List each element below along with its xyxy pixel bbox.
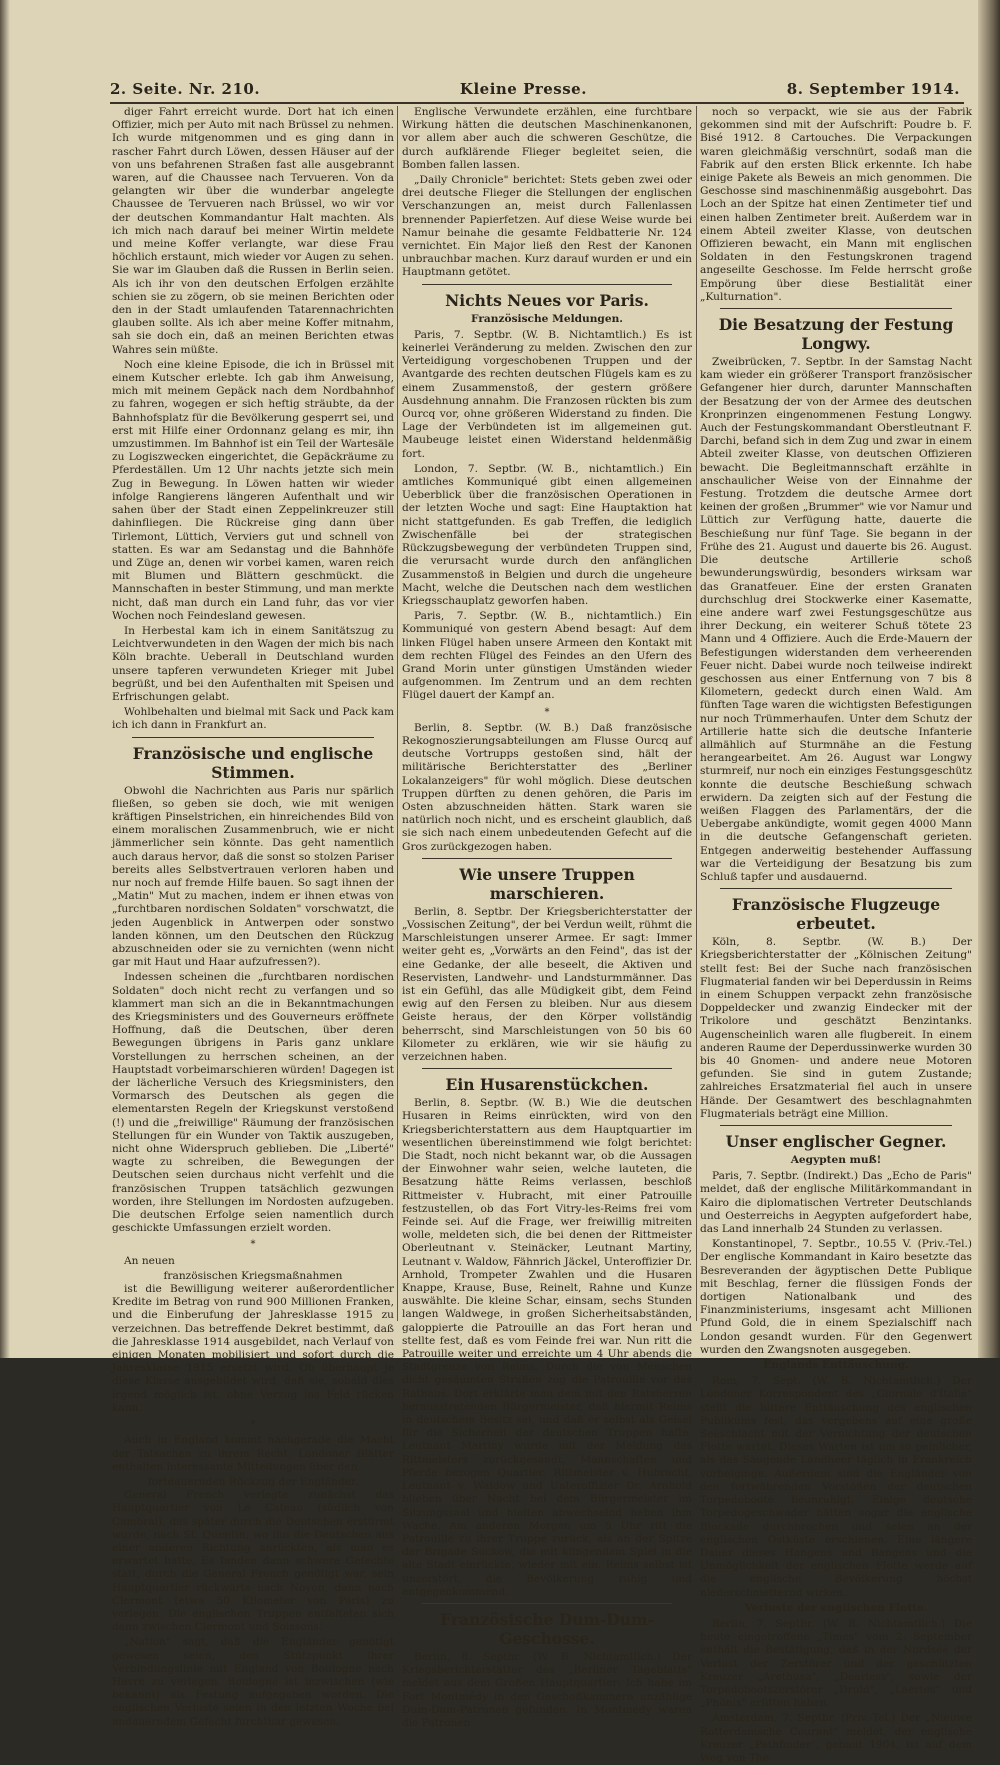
article-paragraph: An neuen [124,1254,175,1267]
headline: Unser englischer Gegner. [725,1132,947,1152]
section-rule [132,737,374,738]
section-rule [720,308,952,309]
article-paragraph: Rom, 7. Sept. (W. B. Nichtamtlich.) Der Londoner Korrespondent des „Giornale d'Italia" stellt die bittere Enttäuschung des englischen Publikums fest, das vergebens auf eine große Seeschlacht mit der Vernichtung der deutschen Flotte wartet. Dieses Warten ist um so peinlicher, als das Saugende Landheer täglich in Frankreich vorbeiginge. Außerdem sind die Engländer von den fortwährenden Vorstößen der deutschen Torpedoboote beunruhigt. Einige deutsche Torpedogeschwader hätten sogar die englische Blockade durchbrochen und seien an der englischen Ostküste erschienen. Eine längere Dauer dieses Hangens und Bangens und die Unmöglichkeit der englischen Flotte werde auf die englische Bevölkerung höchst niederschmetternd wirken. [700,1375,972,1599]
article-paragraph: Konstantinopel, 7. Septbr., 10.55 V. (Priv.-Tel.) Der englische Kommandant in Kairo besetzte das Besreveranden der ägyptischen Dette Publique mit Beschlag, ferner die flüssigen Fonds der dortigen Nationalbank und des Finanzministeriums, insgesamt acht Millionen Pfund Gold, die in einem Spezialschiff nach London gesandt wurden. Für den Gegenwert wurden den Zwangsnoten ausgegeben. [700,1238,972,1356]
article-paragraph: Wohlbehalten und bielmal mit Sack und Pack kam ich ich dann in Frankfurt an. [112,706,394,732]
article-paragraph: „Nation" sagt, daß die Engländer genötigt gewesen seien, den Stützpunkt ihrer Verbindungslinie mit England von Boulogne nach Havre zu verlegen. Boulogne ist inzwischen (wie bekannt) als Festung aufgegeben worden. Die englischen Verluste seien in den letzten Woche bei andauerndem Gefecht furchtbar gewesen. [112,1636,394,1728]
article-paragraph: London, 7. Septbr. (W. B., nichtamtlich.) Ein amtliches Kommuniqué gibt einen allgemeinen Ueberblick über die französischen Operationen in der letzten Woche und sagt: Eine Hauptaktion hat nicht stattgefunden. Es gab Treffen, die lediglich Zwischenfälle bei der strategischen Rückzugsbewegung der verbündeten Truppen sind, die verursacht wurde durch den anfänglichen Zusammenstoß in Belgien und durch die ungeheure Macht, welche die Deutschen nach dem westlichen Kriegsschauplatz geworfen haben. [402,462,692,607]
article-paragraph: Köln, 8. Septbr. (W. B.) Der Kriegsberichterstatter der „Kölnischen Zeitung" stellt fest: Bei der Suche nach französischen Flugmaterial fanden wir bei Deperdussin in Reims in einem Schuppen verpackt zehn französische Doppeldecker und zwanzig Eindecker mit der Trikolore und geschätzt Benzintanks. Augenscheinlich waren alle flugbereit. In einem anderen Raume der Deperdussinwerke wurden 30 bis 40 Gnomen- und andere neue Motoren gefunden. Sie sind in gutem Zustande; zahlreiches Ersatzmaterial fiel auch in unsere Hände. Der Gesamtwert des beschlagnahmten Flugmaterials beträgt eine Million. [700,936,972,1120]
article-paragraph: General French verlegte zunächst das Hauptquartier von Le Cateau (südlich von Cambrai), das später durch die Deutschen erstürmt wurde, nach St. Quentin, wo ihn die Deutschen aus einer anderen Richtung anrückten, als man es erwartet hatte. Es fanden dann schwere Gefechte statt, durch die General French genötigt war, sein Hauptquartier rückwärts nach Noyon, dann nach Clermont (etwa 50 Kilometer von Paris) zu verlegen. Die englischen Truppen entfalteten sich dann zwischen Clermont und Soissons. [112,1489,394,1634]
section-rule [422,858,672,859]
right-page-edge [978,0,1000,1358]
issue-date: 8. September 1914. [786,80,960,98]
article-paragraph: Paris, 7. Septbr. (W. B., nichtamtlich.) Ein Kommuniqué von gestern Abend besagt: Auf dem linken Flügel haben unsere Armeen den Kontakt mit dem rechten Flügel des Feindes an den Ufern des Grand Morin unter günstigen Umständen wieder aufgenommen. Im Zentrum und an dem rechten Flügel dauert der Kampf an. [402,610,692,702]
section-rule [422,1068,672,1069]
article-paragraph: Paris, 7. Septbr. (Indirekt.) Das „Echo de Paris" meldet, daß der englische Militärkommandant in Kairo die diplomatischen Vertreter Deutschlands und Oesterreichs in Aegypten aufgefordert habe, das Land innerhalb 24 Stunden zu verlassen. [700,1170,972,1236]
article-paragraph: Indessen scheinen die „furchtbaren nordischen Soldaten" doch nicht recht zu verfangen und so klammert man sich an die in Bekanntmachungen des Kriegsministers und des Gouverneurs eröffnete Hoffnung, daß die Deutschen, über deren Bewegungen übrigens in Paris ganz unklare Vorstellungen zu herrschen scheinen, an der Hauptstadt vorbeimarschieren würden! Dagegen ist der lächerliche Versuch des Kriegsministers, den Vormarsch des Deutschen als gegen die elementarsten Regeln der Kriegskunst verstoßend (!) und die „freiwillige" Räumung der französischen Stellungen für ein Wunder von Taktik auszugeben, nicht ohne Widerspruch geblieben. Die „Liberté" wagte zu schreiben, die Bewegungen der Deutschen seien durchaus nicht verfehlt und die französischen Truppen tatsächlich gezwungen worden, ihre Stellungen im Nordosten aufzugeben. Die deutschen Erfolge seien namentlich durch geschickte Umfassungen erzielt worden. [112,971,394,1235]
article-paragraph: Obwohl die Nachrichten aus Paris nur spärlich fließen, so geben sie doch, wie mit wenigen kräftigen Pinselstrichen, ein hinreichendes Bild von einem moralischen Zusammenbruch, wie er nicht jämmerlicher sein könnte. Das geht namentlich auch daraus hervor, daß die sonst so stolzen Pariser bereits alles Selbstvertrauen verloren haben und nur noch auf fremde Hilfe bauen. So sagt ihnen der „Matin" Mut zu machen, indem er ihnen etwas von „furchtbaren nordischen Soldaten" vorschwatzt, die jeden Augenblick in Antwerpen oder sonstwo landen können, um den Deutschen den Rückzug abzuschneiden oder sie zu vernichten (wenn nicht gar mit Haut und Haar aufzufressen?). [112,784,394,969]
subheading: Aegypten muß! [790,1154,882,1167]
column-3 [700,106,972,1764]
page-number: 2. Seite. Nr. 210. [110,80,261,98]
article-paragraph: Berlin, 8. Septbr. Der Kriegsberichterstatter der „Vossischen Zeitung", der bei Verdun weilt, rühmt die Marschleistungen unserer Armee. Er sagt: Immer weiter geht es, „Vorwärts an den Feind", das ist der eine Gedanke, der alle beseelt, die Aktiven und Reservisten, Landwehr- und Landsturmmänner. Das ist ein Gefühl, das alle Müdigkeit gibt, dem Feind ewig auf den Fersen zu bleiben. Nur aus diesem Geiste heraus, der den Körper vollständig beherrscht, sind Marschleistungen von 50 bis 60 Kilometer zu erklären, wie wir sie häufig zu verzeichnen haben. [402,905,692,1063]
subheading: französischen Kriegsmaßnahmen [163,1269,343,1282]
headline: Französische Dum-Dum-Geschosse. [440,1609,654,1648]
subheading: Verluste der englischen Flotte. [744,1601,928,1614]
headline: Französische Flugzeuge erbeutet. [731,895,941,934]
left-page-shadow [0,0,10,1358]
article-paragraph: Zweibrücken, 7. Septbr. In der Samstag Nacht kam wieder ein größerer Transport französischer Gefangener hier durch, darunter Mannschaften der Besatzung der von der Armee des deutschen Kronprinzen eingenommenen Festung Longwy. Auch der Festungskommandant Oberstleutnant F. Darchi, befand sich in dem Zug und zwar in einem Abteil zweiter Klasse, von deutschen Offizieren bewacht. Die Begleitmannschaft erzählte in anschaulicher Weise von der Einnahme der Festung. Trotzdem die deutsche Armee dort keinen der großen „Brummer" wie vor Namur und Lüttich zur Verfügung hatte, dauerte die Beschießung nur fünf Tage. Sie begann in der Frühe des 21. August und dauerte bis 26. August. Die deutsche Artillerie schoß bewunderungswürdig, besonders wirksam war das Granatfeuer. Eine der ersten Granaten durchschlug drei Stockwerke einer Kasematte, eine andere warf zwei Festungsgeschütze aus ihrer Deckung, ein weiterer Schuß tötete 23 Mann und 4 Offiziere. Auch die Erde-Mauern der Befestigungen widerstanden dem verheerenden Feuer nicht. Dabei wurde noch teilweise indirekt geschossen aus einer Entfernung von 7 bis 8 Kilometern, gedeckt durch einen Wald. Am fünften Tage waren die wichtigsten Befestigungen nur noch Trümmerhaufen. Unter dem Schutz der Artillerie hatte sich die deutsche Infanterie allmählich auf Sturmnähe an die Festung herangearbeitet. Am 26. August war Longwy sturmreif, nur noch ein einziges Festungsgeschütz konnte die deutsche Beschießung schwach erwidern. Da zeigten sich auf der Festung die weißen Flaggen des Parlamentärs, der die Uebergabe ankündigte, womit gegen 4000 Mann in die deutsche Gefangenschaft gerieten. Entgegen anderweitig bestehender Auffassung war die Verteidigung der Besatzung bis zum Schluß tapfer und ausdauernd. [700,356,972,883]
article-paragraph: diger Fahrt erreicht wurde. Dort hat ich einen Offizier, mich per Auto mit nach Brüssel zu nehmen. Ich wurde mitgenommen und es ging dann in rascher Fahrt durch Löwen, dessen Häuser auf der von uns befahrenen Straßen fast alle ausgebrannt waren, auf die Chaussee nach Tervueren. Von da gelangten wir über die wunderbar angelegte Chaussee de Tervueren nach Brüssel, wo wir vor der deutschen Kommandantur Halt machten. Als ich mich nach darauf bei meiner Wirtin meldete und meine Koffer verlangte, war diese Frau höchlich erstaunt, mich wieder vor Augen zu sehen. Sie war im Glauben daß die Russen in Berlin seien. Als ich ihr von den deutschen Erfolgen erzählte schien sie zu zögern, ob sie meinen Berichten oder den in der Stadt umlaufenden Tatarennachrichten glauben sollte. Als ich aber meine Koffer mitnahm, sah sie doch ein, daß an meinen Berichten etwas Wahres sein müßte. [112,106,394,356]
article-paragraph: Englische Verwundete erzählen, eine furchtbare Wirkung hätten die deutschen Maschinenkanonen, vor allem aber auch die schweren Geschütze, die durch aufklärende Flieger begleitet seien, die Bomben fallen lassen. [402,106,692,171]
article-paragraph: Berlin, 8. Septbr. (W. B.) Wie die deutschen Husaren in Reims einrückten, wird von den Kriegsberichterstattern aus dem Hauptquartier im wesentlichen übereinstimmend wie folgt berichtet: Die Stadt, noch nicht bekannt war, ob die Aussagen der Einwohner wahr seien, welche lauteten, die Besatzung hätte Reims verlassen, beschloß Rittmeister v. Hubracht, mit einer Patrouille festzustellen, ob das Fort Vitry-les-Reims frei vom Feinde sei. Auf die Frage, wer freiwillig mitreiten wolle, meldeten sich, die bei denen der Rittmeister Oberleutnant v. Steinäcker, Leutnant Martiny, Leutnant v. Waldow, Fähnrich Jäckel, Unteroffizier Dr. Arnhold, Trompeter Zwahlen und die Husaren Knappe, Krause, Buse, Reinelt, Rahne und Kunze auswählte. Die kleine Schar, einsam, sechs Stunden langen Waldwege, in großen Sicherheitsabständen, galoppierte die Patrouille an das Fort heran und stellte fest, daß es vom Feinde frei war. Nun ritt die Patrouille weiter und erreichte um 4 Uhr abends die Stadtgrenze von Reims. Durch die von Menschen dicht gesäumten Straßen zog die Patrouille vor das Rathaus. Dort erklärte man dem mit den Ratsherren herausstretenden Bürgermeister, daß hiermit Reims in deutschem Besitz sei, und daß er selbst als Geisel für die Sicherheit der deutschen Truppen hafte. Leutnant Martiny wurde mit der Meldung des Rittmeisters zurückgesandt, Mannschaften und Pferde bezogen Quartier. Rittmeister v. Hubracht, Leutnant v. Waldow und Unteroffizier Dr. Arnhold blieben über Nacht bei dem Bürgermeister im Sitzungssaal und hielten abwechselnd neben ihm Wache. Am anderen Morgen um 5 Uhr ritt die Patrouille zu ihrer Truppe zurück, als an der Spitze der Brigade Suckow, die mit klingendem Spiel in die alte Stadt einrückte, wieder mit ein. Reims selbst ist unzerstört, die Bevölkerung ruhig und entgegenkommend. [402,1097,692,1598]
section-rule [720,888,952,889]
page-header [110,80,960,102]
column-divider [696,106,697,1321]
headline: Die Besatzung der Festung Longwy. [718,315,954,354]
section-rule [422,1603,672,1604]
article-paragraph: Auch in England kommt nachgerade die Macht der Tatsachen zu ihrem Recht. Londoner Blätter enthalten interessante Mitteilungen über den [112,1434,394,1473]
article-paragraph: Amsterdam, 7. Septbr. (Priv.-Tel.) Der „Nieuwe Rotterdamsche Courant" meldet, der englische Kreuzer „Pathfinder", gebaut 1904, ist auf dem Weg von The [700,1712,972,1764]
article-paragraph: Paris, 7. Septbr. (W. B. Nichtamtlich.) Es ist keinerlei Veränderung zu melden. Zwischen den zur Verteidigung vorgeschobenen Truppen und der Avantgarde des rechten deutschen Flügels kam es zu einem Zusammenstoß, der gestern größere Ausdehnung annahm. Die Franzosen rückten bis zum Ourcq vor, ohne größeren Widerstand zu finden. Die Lage der Verbündeten ist im allgemeinen gut. Maubeuge leistet einen Widerstand heldenmäßig fort. [402,328,692,460]
column-2 [402,106,692,1729]
subheading: Englands Enttäuschung. [763,1359,909,1372]
header-rule [110,102,964,104]
subheading: Französische Meldungen. [471,312,623,325]
article-paragraph: In Herbestal kam ich in einem Sanitätszug zu Leichtverwundeten in den Wagen der mich bis nach Köln brachte. Ueberall in Deutschland wurden unsere tapferen verwundeten Krieger mit Jubel begrüßt, und bei den Aufenthalten mit Speisen und Erfrischungen gelabt. [112,624,394,703]
article-paragraph: Berlin, 8. Septbr. (W. B. Nichtamtlich.) Der Kriegsberichterstatter des „Berliner Tageblatts" meldet aus dem Großen Hauptquartier: Ich habe im Fort Montmédy in den Geschoßkammern unzählige Dum-Dum-Patronen gefunden. In Montmedy waren die Patronen [402,1650,692,1729]
column-1 [112,106,394,1728]
article-paragraph: „Daily Chronicle" berichtet: Stets geben zwei oder drei deutsche Flieger die Stellungen der englischen Verschanzungen an, meist durch Fallenlassen brennender Papierfetzen. Auf diese Weise wurde bei Namur beinahe die gesamte Feldbatterie Nr. 124 vernichtet. Ein Major ließ den Rest der Kanonen unbrauchbar machen. Kurz darauf wurden er und ein Hauptmann getötet. [402,174,692,279]
headline: Französische und englische Stimmen. [132,743,374,782]
section-rule [422,284,672,285]
article-paragraph: ist die Bewilligung weiterer außerordentlicher Kredite im Betrag von rund 900 Millionen Franken, und die Einberufung der Jahresklasse 1915 zu verzeichnen. Das betreffende Dekret bestimmt, daß die Jahresklasse 1914 ausgebildet, nach Verlauf von einigen Monaten mobilisiert und sofort durch die Jahresklasse 1915 ersetzt wird. Ob überhaupt je diese Klasse ausgebildet wird, daß sie, sobald dies irgend möglich ist, ohne Verzug ins Feld rücken kann. [112,1283,394,1414]
newspaper-title: Kleine Presse. [459,80,587,98]
article-paragraph: Noch eine kleine Episode, die ich in Brüssel mit einem Kutscher erlebte. Ich gab ihm Anweisung, mich mit meinem Gepäck nach dem Nordbahnhof zu fahren, wogegen er sich heftig sträubte, da der Bahnhofsplatz für die Bevölkerung gesperrt sei, und erst mit Hilfe einer Ordonnanz gelang es mir, ihn umzustimmen. Im Bahnhof ist ein Teil der Wartesäle zu Logiszwecken eingerichtet, die Gepäckräume zu Pferdeställen. Um 12 Uhr nachts jetzte sich mein Zug in Bewegung. In Löwen hatten wir wieder infolge Rangierens längeren Aufenthalt und wir sahen über der Stadt einen Zeppelinkreuzer still dahinfliegen. Die Rückreise ging dann über Tirlemont, Lüttich, Verviers gut und schnell von statten. Es war am Sedanstag und die Bahnhöfe und Züge an, denen wir vorbei kamen, waren reich mit Blumen und Blättern geschmückt. die Mannschaften in bester Stimmung, und man merkte nicht, daß man durch ein Land fuhr, das vor vier Wochen noch Feindesland gewesen. [112,358,394,622]
article-paragraph: Berlin, 8. Septbr. (W. B.) Daß französische Rekognoszierungsabteilungen am Flusse Ourcq auf deutsche Vortrupps gestoßen sind, hält der militärische Berichterstatter des „Berliner Lokalanzeigers" für wohl möglich. Diese deutschen Truppen dürften zu denen gehören, die Paris im Osten abzuschneiden hätten. Stark waren sie natürlich noch nicht, und es erscheint glaublich, daß sie sich nach einem unbedeutenden Gefecht auf die Gros zurückgezogen haben. [402,721,692,853]
separator-star: * [250,1419,256,1431]
headline: Nichts Neues vor Paris. [445,290,649,310]
subheading: fortdauernden Rückzug der Engländer. [147,1475,359,1488]
article-paragraph: noch so verpackt, wie sie aus der Fabrik gekommen sind mit der Aufschrift: Poudre b. F. Bisé 1912. 8 Cartouches. Die Verpackungen waren gleichmäßig verschnürt, sodaß man die Fabrik auf den ersten Blick erkennte. Ich habe einige Pakete als Beweis an mich genommen. Die Geschosse sind maschinenmäßig ausgebohrt. Das Loch an der Spitze hat einen Zentimeter tief und einen halben Zentimeter breit. Außerdem war in einem Abteil zweiter Klasse, von deutschen Offizieren bewacht, ein Mann mit englischen Soldaten in den Festungskronen tragend angeseilte Geschosse. Im Felde herrscht große Empörung über diese Bestialität einer „Kulturnation". [700,106,972,303]
column-divider [397,106,398,1321]
article-paragraph: Berlin, 7. Septbr. (W. B. Nichtamtlich.) Die heute eingetroffene „Times" vom 2. September enthält die Bestätigung, daß in der Nordsee der Verlust der Zerstörer und der geschützten Kreuzer „Arethusa", „Dearless", sowie der Torpedobootszerstörer „Druid", „Laertes" und „Phönix" erlitten haben. [700,1617,972,1710]
headline: Wie unsere Truppen marschieren. [459,864,635,903]
separator-star: * [544,706,550,718]
separator-star: * [250,1239,256,1251]
headline: Ein Husarenstückchen. [445,1075,649,1095]
section-rule [720,1125,952,1126]
